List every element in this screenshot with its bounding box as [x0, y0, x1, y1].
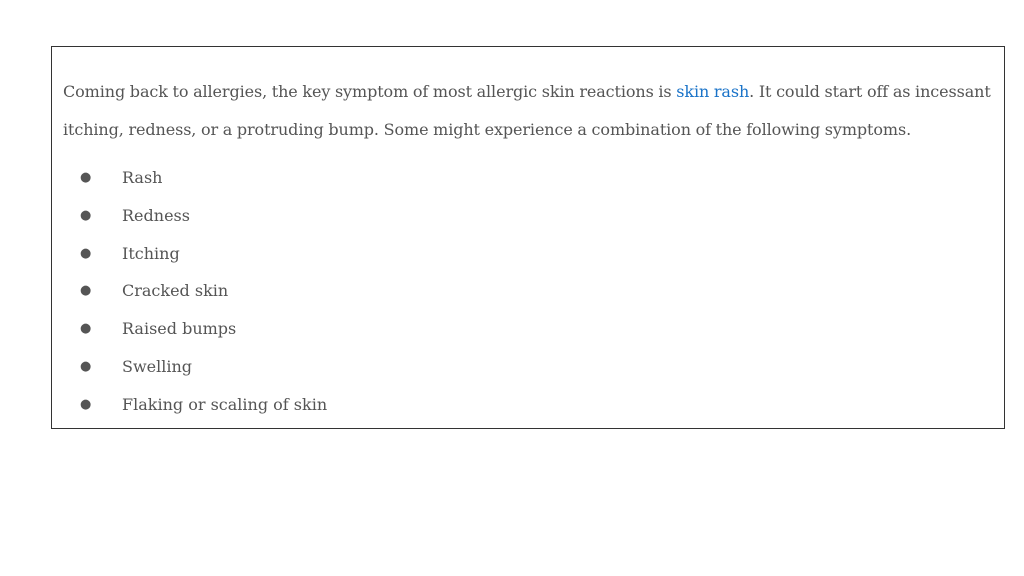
list-item-text: Redness — [122, 205, 190, 225]
bullet-icon: ● — [80, 358, 92, 374]
bullet-icon: ● — [80, 283, 92, 299]
bullet-icon: ● — [80, 207, 92, 223]
skin-rash-link[interactable]: skin rash — [676, 82, 750, 101]
intro-text-end: . It could start off as incessant itching, redness, or a protruding bump. Some might experience a combination of the following symptoms. — [63, 82, 991, 139]
list-item-text: Raised bumps — [122, 319, 237, 339]
list-item-text: Itching — [122, 243, 180, 263]
intro-paragraph — [63, 73, 998, 149]
content-box — [51, 46, 1005, 429]
bullet-icon: ● — [80, 321, 92, 337]
bullet-icon: ● — [80, 396, 92, 412]
intro-text-start: Coming back to allergies, the key symptom of most allergic skin reactions is — [63, 82, 677, 101]
list-item-text: Rash — [122, 168, 163, 187]
list-item-text: Flaking or scaling of skin — [122, 394, 328, 414]
list-item-text: Cracked skin — [122, 281, 229, 301]
bullet-icon: ● — [80, 245, 92, 261]
bullet-icon: ● — [80, 170, 92, 185]
list-item-text: Swelling — [122, 356, 193, 376]
